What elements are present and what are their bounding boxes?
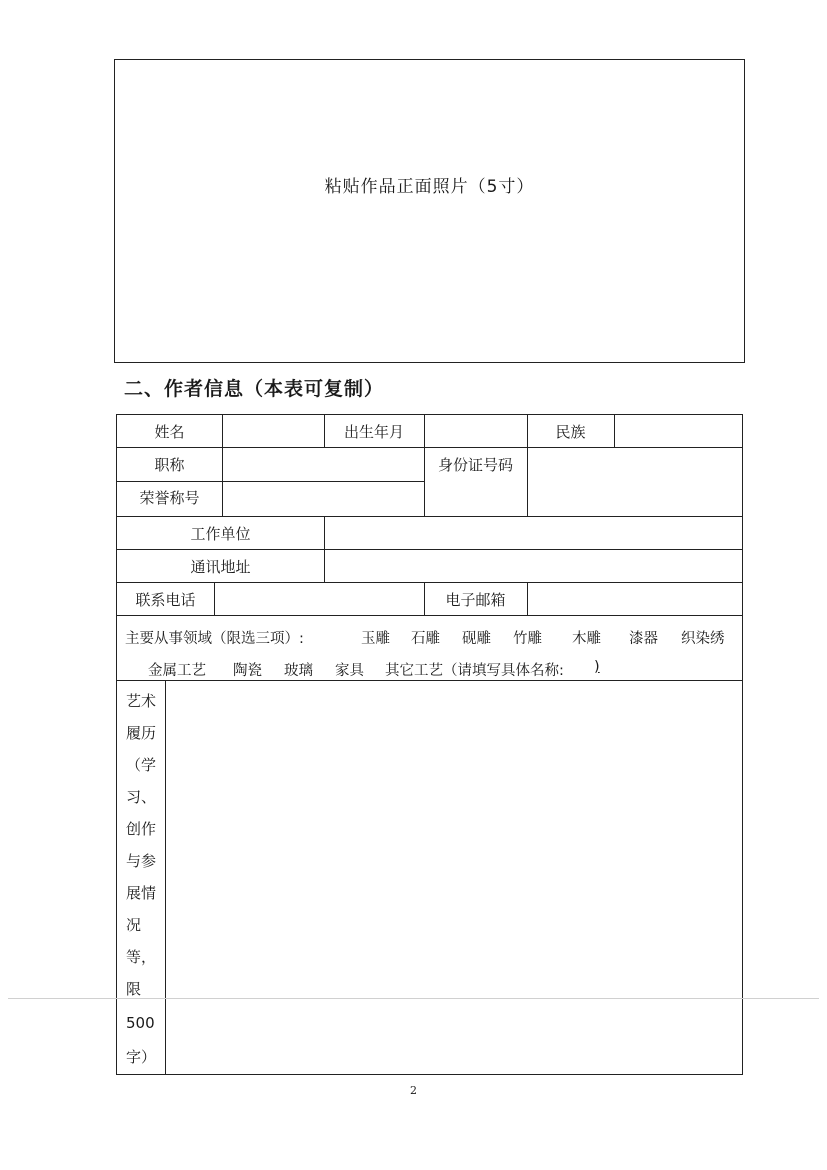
resume-label-line: （学 bbox=[126, 756, 157, 774]
name-label: 姓名 bbox=[154, 423, 185, 441]
name-field[interactable] bbox=[222, 415, 324, 447]
id-number-label: 身份证号码 bbox=[437, 456, 513, 474]
phone-label: 联系电话 bbox=[135, 591, 196, 609]
id-number-field[interactable] bbox=[527, 447, 742, 516]
ethnicity-field[interactable] bbox=[614, 415, 742, 447]
resume-label-line: 限 bbox=[126, 980, 142, 998]
birth-label: 出生年月 bbox=[343, 423, 404, 441]
domain-option[interactable]: 金属工艺 bbox=[148, 663, 206, 679]
domain-option[interactable]: 陶瓷 bbox=[233, 663, 262, 679]
address-field[interactable] bbox=[324, 549, 742, 582]
title-field[interactable] bbox=[222, 447, 424, 481]
photo-placeholder-text: 粘贴作品正面照片（5寸） bbox=[324, 177, 535, 197]
resume-label-line: 习、 bbox=[126, 788, 157, 806]
section-title: 二、作者信息（本表可复制） bbox=[124, 378, 385, 400]
title-label: 职称 bbox=[154, 456, 185, 474]
other-domain-blank[interactable]: ) bbox=[594, 659, 600, 675]
scan-fold-line bbox=[8, 998, 819, 999]
resume-field[interactable] bbox=[165, 680, 742, 1075]
resume-label-line: 履历 bbox=[126, 724, 157, 742]
page-number: 2 bbox=[410, 1084, 417, 1097]
workplace-field[interactable] bbox=[324, 516, 742, 549]
domain-option[interactable]: 玻璃 bbox=[284, 663, 313, 679]
domains-prompt: 主要从事领域（限选三项）: bbox=[125, 631, 304, 647]
domain-option[interactable]: 竹雕 bbox=[513, 631, 542, 647]
other-domain-prefix: 其它工艺（请填写具体名称: bbox=[385, 663, 564, 679]
domains-row-1 bbox=[117, 627, 742, 647]
domain-option[interactable]: 木雕 bbox=[572, 631, 601, 647]
resume-label bbox=[117, 680, 165, 1075]
email-field[interactable] bbox=[527, 582, 742, 615]
resume-label-line: 等， bbox=[126, 948, 157, 966]
birth-field[interactable] bbox=[424, 415, 527, 447]
workplace-label: 工作单位 bbox=[190, 525, 251, 543]
domain-option[interactable]: 家具 bbox=[335, 663, 364, 679]
address-label: 通讯地址 bbox=[190, 558, 251, 576]
resume-label-line: 创作 bbox=[126, 820, 157, 838]
resume-label-line: 字） bbox=[126, 1048, 157, 1066]
resume-label-line: 况 bbox=[126, 916, 142, 934]
honor-field[interactable] bbox=[222, 481, 424, 516]
domain-option[interactable]: 砚雕 bbox=[462, 631, 491, 647]
row-divider bbox=[117, 615, 742, 616]
phone-field[interactable] bbox=[214, 582, 424, 615]
domain-option[interactable]: 石雕 bbox=[411, 631, 440, 647]
resume-label-line: 展情 bbox=[126, 884, 157, 902]
domain-option[interactable]: 漆器 bbox=[629, 631, 658, 647]
domain-option[interactable]: 玉雕 bbox=[361, 631, 390, 647]
resume-label-line: 500 bbox=[126, 1014, 155, 1032]
author-info-table bbox=[116, 414, 743, 1075]
honor-label: 荣誉称号 bbox=[139, 489, 200, 507]
domains-row-2 bbox=[117, 659, 742, 679]
resume-label-line: 艺术 bbox=[126, 692, 157, 710]
domain-option[interactable]: 织染绣 bbox=[681, 631, 725, 647]
email-label: 电子邮箱 bbox=[445, 591, 506, 609]
photo-paste-area bbox=[114, 59, 745, 363]
ethnicity-label: 民族 bbox=[555, 423, 586, 441]
resume-label-line: 与参 bbox=[126, 852, 157, 870]
